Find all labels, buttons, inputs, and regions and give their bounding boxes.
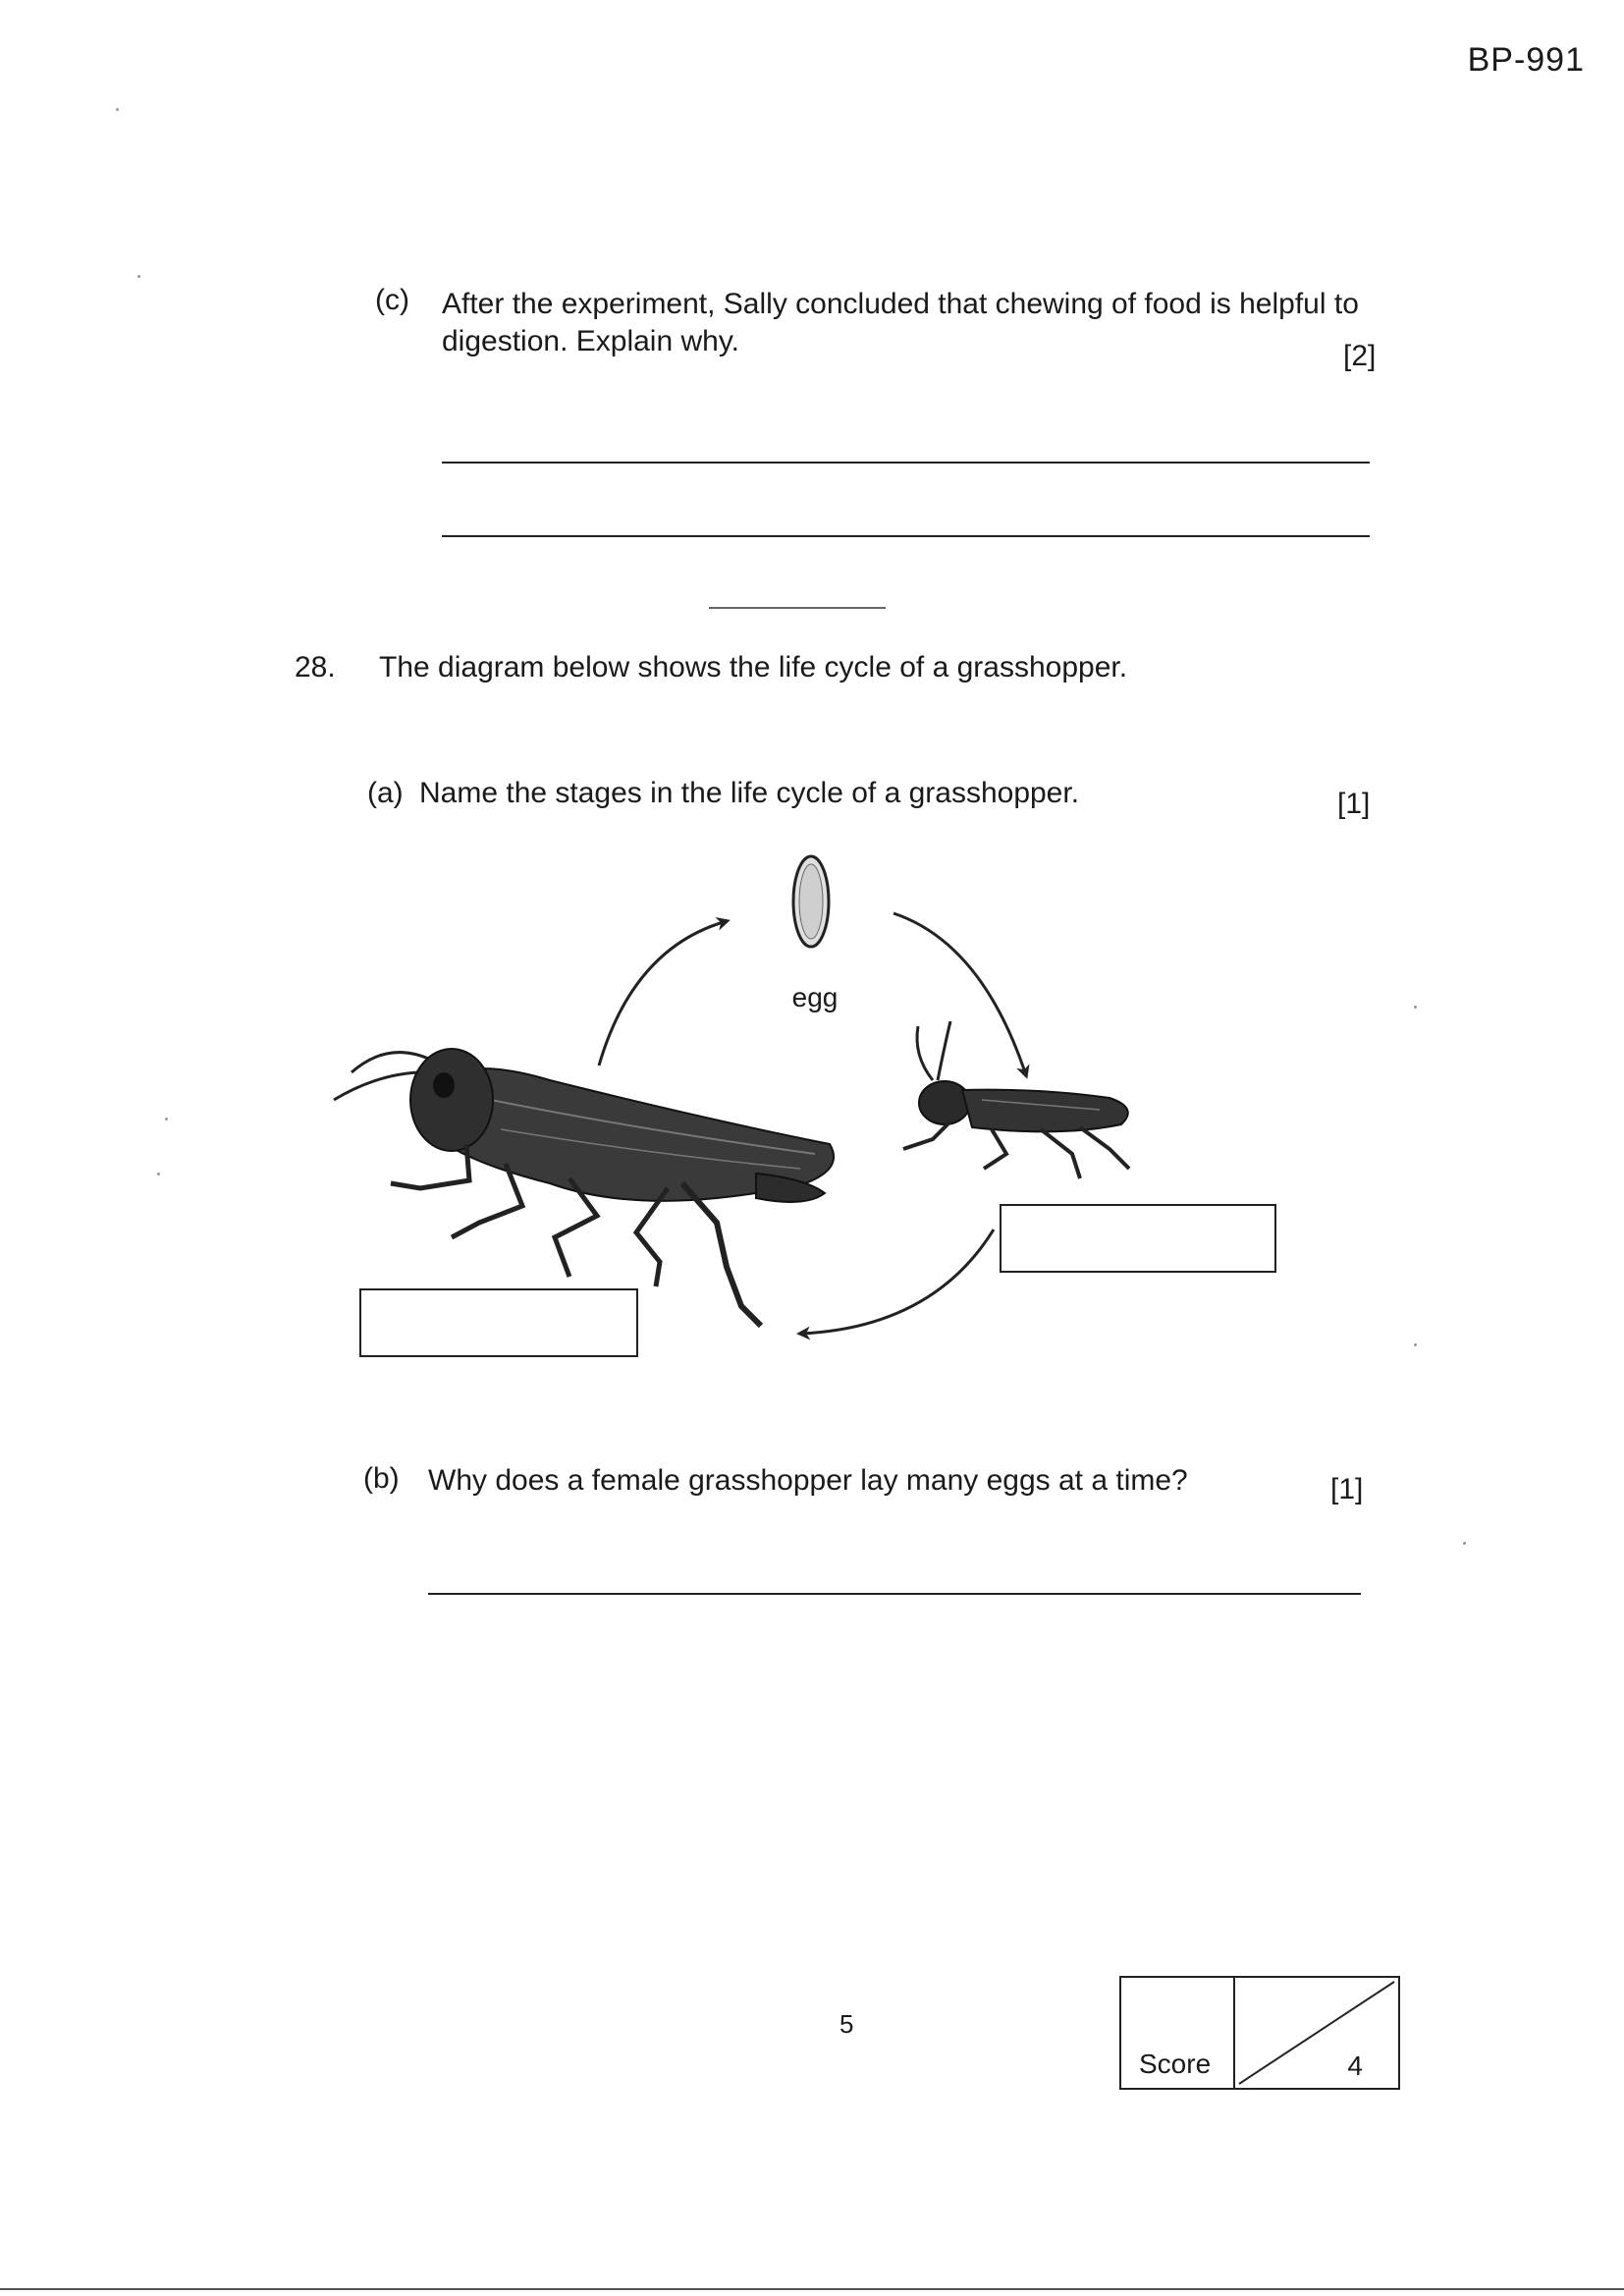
- question-28b-text: Why does a female grasshopper lay many eggs at a time?: [428, 1464, 1188, 1497]
- section-divider: [709, 607, 886, 609]
- score-box: [1119, 1976, 1400, 2090]
- question-28a-marks: [1]: [1337, 788, 1371, 820]
- question-28-intro: The diagram below shows the life cycle of a grasshopper.: [379, 651, 1128, 683]
- bottom-rule: [0, 2288, 1624, 2290]
- scan-speck: [116, 108, 119, 111]
- arrow-egg-to-nymph: [893, 913, 1026, 1075]
- question-part-c-line2: digestion. Explain why.: [442, 325, 739, 357]
- adult-grasshopper-icon: [334, 1049, 834, 1326]
- page-number: 5: [839, 2009, 854, 2039]
- scan-speck: [1414, 1006, 1417, 1009]
- egg-label: egg: [791, 982, 839, 1012]
- scan-speck: [137, 275, 140, 278]
- question-28-number: 28.: [295, 651, 336, 683]
- scan-speck: [1463, 1542, 1466, 1545]
- scan-speck: [157, 1173, 160, 1175]
- score-label: Score: [1139, 2049, 1212, 2079]
- question-28b-marks: [1]: [1330, 1473, 1364, 1505]
- answer-line-b-1[interactable]: [428, 1593, 1361, 1595]
- score-label-cell: [1121, 1978, 1235, 2088]
- scan-speck: [165, 1118, 168, 1121]
- arrow-nymph-to-adult: [800, 1230, 994, 1334]
- paper-code: BP-991: [1467, 41, 1585, 79]
- question-part-c-line1: After the experiment, Sally concluded that chewing of food is helpful to: [442, 288, 1359, 320]
- score-value: 4: [1347, 2050, 1363, 2081]
- stage-answer-box-adult[interactable]: [359, 1288, 638, 1357]
- scan-speck: [1414, 1343, 1417, 1346]
- stage-answer-box-nymph[interactable]: [1000, 1204, 1276, 1273]
- question-28b-label: (b): [363, 1462, 400, 1495]
- question-28a-label: (a): [367, 777, 404, 809]
- question-part-c-marks: [2]: [1343, 340, 1377, 372]
- egg-icon: [793, 856, 829, 947]
- question-part-c-label: (c): [375, 284, 409, 316]
- score-diagonal-icon: [1235, 1978, 1398, 2088]
- question-28a-text: Name the stages in the life cycle of a grasshopper.: [419, 777, 1080, 809]
- arrow-adult-to-egg: [599, 921, 727, 1066]
- answer-line-c-2[interactable]: [442, 535, 1370, 537]
- answer-line-c-1[interactable]: [442, 462, 1370, 464]
